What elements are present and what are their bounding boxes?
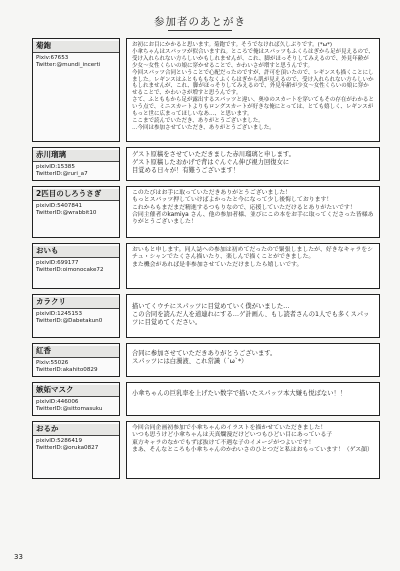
entry-7: [32, 382, 380, 416]
author-profile: [32, 294, 120, 338]
entry-4: [32, 243, 380, 289]
entry-6: [32, 343, 380, 377]
message-line: もっとスパッツ押していけばよかったと今になって少し後悔しております！: [132, 197, 333, 204]
author-name: おいも: [33, 246, 119, 258]
message-line: いつも思うけど小傘ちゃんは天真爛漫だけどいつもひどい目にあっている子: [132, 432, 333, 439]
message-line: 合同主催者のkamiya さん、他の参加者様、並びにこの本をお手に取ってくださった皆様ありがとうございました！: [132, 211, 374, 226]
author-profile: [32, 421, 120, 479]
message-line: この合同を読んだ人を道連れにする…ゲ計画ん、もし読者さんの1人でも多くスパッツに目覚めてください。: [132, 311, 370, 327]
author-message: [126, 147, 380, 181]
author-id: pixivID:5286419: [36, 438, 83, 444]
author-name: 紅香: [33, 346, 119, 358]
message-line: このたびはお手に取っていただきありがとうございました！: [132, 190, 292, 196]
author-id: TwitterID:@oruka0827: [36, 445, 99, 452]
message-line: 描いてくウチにスパッツに目覚めていく僕がいました…: [132, 303, 290, 310]
message-line: 今回合同企画初参加で小傘ちゃんのイラストを描かせていただきました！: [132, 425, 327, 431]
message-line: さて、ふとももから足が露出するスパッツと違い、奥ゆのスカートを穿いてもその存在がわかるという点で、ミニスカートよりもロングスカートが好きな俺にとっては、とても嬉しく、レギンスがもっと世に広まってほしいなあ…、と思います。: [132, 97, 374, 118]
message-line: また機会があれば是非参加させていただけましたら嬉しいです。: [132, 261, 303, 268]
entry-1: [32, 38, 380, 142]
author-id: pixivID:15385: [36, 164, 75, 170]
page-title: 参加者のあとがき: [154, 16, 246, 28]
message-line: 今回スパッツ合同ということで心配だったのですが、許可を頂いたので、レギンスも描くことにしました。レギンスはふともももなくふくらはぎから肌が見えるので、受け入れられない方らしいかもしれませんが、これ、脚がほっそりしてみえるので、外見年齢が少女〜女性くらいの娘に穿かせることで、かわいさが増すと思うんです。: [132, 69, 374, 97]
author-message: [126, 421, 380, 479]
message-line: スパッツには白濁液、これ常識（´ω`*）: [132, 358, 248, 366]
author-profile: [32, 147, 120, 181]
author-name: 嫉妬マスク: [33, 385, 119, 397]
message-line: これからもまだまだ精進するつもりなので、応援していただけるとありがたいです！: [132, 204, 356, 211]
message-line: 東方キャラのなかでもずば抜けて不遇な子のイメージがつよいです！: [132, 439, 315, 446]
message-line: おいもと申します。同人誌への参加は初めてだったので緊張しましたが、好きなキャラをシチュ・シャンでたくさん描いたり、楽しんで描くことができました。: [132, 247, 374, 261]
entry-3: [32, 186, 380, 238]
page-number: 33: [14, 553, 23, 561]
author-id: pixivID:1245153: [36, 311, 83, 317]
author-name: 菊鉋: [33, 41, 119, 53]
message-line: 合同に参加させていただきありがとうございます。: [132, 350, 277, 357]
author-name: カラクリ: [33, 297, 119, 309]
title-underline: [168, 30, 232, 31]
author-name: 2匹目のしろうさぎ: [33, 189, 119, 201]
message-line: …今回は参加させていただき、ありがとうございました。: [132, 124, 275, 131]
author-id: Pixiv:67653: [36, 55, 69, 61]
message-line: お初にお目にかかると思います。菊鉋です。そうでなければ久しぶりです。(*ω*): [132, 42, 333, 48]
author-profile: [32, 343, 120, 377]
message-line: 小傘ちゃんはスパッツが似合いますね。ところで俺はスパッツもふくらはぎから足が見えるので、受け入れられない方らしいかもしれませんが、これ、脚がほっそりしてみえるので、外見年齢が少女〜女性くらいの娘に穿かせることで、かわいさが増すと思うんです。: [132, 48, 374, 69]
author-id: TwitterID:@sittomasuku: [36, 406, 103, 413]
author-id: TwitterID:@Dabetakun0: [36, 318, 103, 325]
author-id: pixivID:699177: [36, 260, 79, 266]
author-id: pixivID:446006: [36, 399, 79, 405]
message-line: ゲスト原稿をさせていただきました赤川瑠璃と申します。: [132, 151, 295, 158]
author-name: おるか: [33, 424, 119, 436]
author-id: TwitterID:@wrabbit10: [36, 210, 97, 217]
author-message: [126, 243, 380, 289]
author-profile: [32, 38, 120, 142]
author-profile: [32, 243, 120, 289]
author-message: [126, 343, 380, 377]
entry-5: [32, 294, 380, 338]
author-id: pixivID:5407841: [36, 203, 83, 209]
message-line: まあ、そんなところも小傘ちゃんのかわいさのひとつだと私はおもっています！（ゲス顔）: [132, 446, 373, 453]
author-id: TwitterID:@ruri_a7: [36, 171, 88, 178]
afterword-list: [32, 38, 380, 484]
entry-2: [32, 147, 380, 181]
message-line: 小傘ちゃんの巨乳率を上げたい数字で描いたスパッツ本大嫌も悦ばない！！: [132, 390, 347, 397]
author-id: TwitterID:akahito0829: [36, 367, 98, 374]
author-message: [126, 294, 380, 338]
message-line: ここまで読んでいただき、ありがとうございました。: [132, 117, 264, 124]
author-id: Twitter:@mundi_incerti: [36, 62, 101, 69]
message-line: 目覚める日々が！有難うございます！: [132, 167, 240, 175]
author-message: [126, 38, 380, 142]
author-message: [126, 382, 380, 416]
entry-8: [32, 421, 380, 479]
message-line: ゲスト原稿したおかげで背はぐんぐん伸び視力回復女に: [132, 159, 290, 167]
author-profile: [32, 382, 120, 416]
author-name: 赤川瑠璃: [33, 150, 119, 162]
author-message: [126, 186, 380, 238]
author-id: Pixiv:55026: [36, 360, 69, 366]
author-profile: [32, 186, 120, 238]
author-id: TwitterID:oimonocake72: [36, 267, 104, 274]
